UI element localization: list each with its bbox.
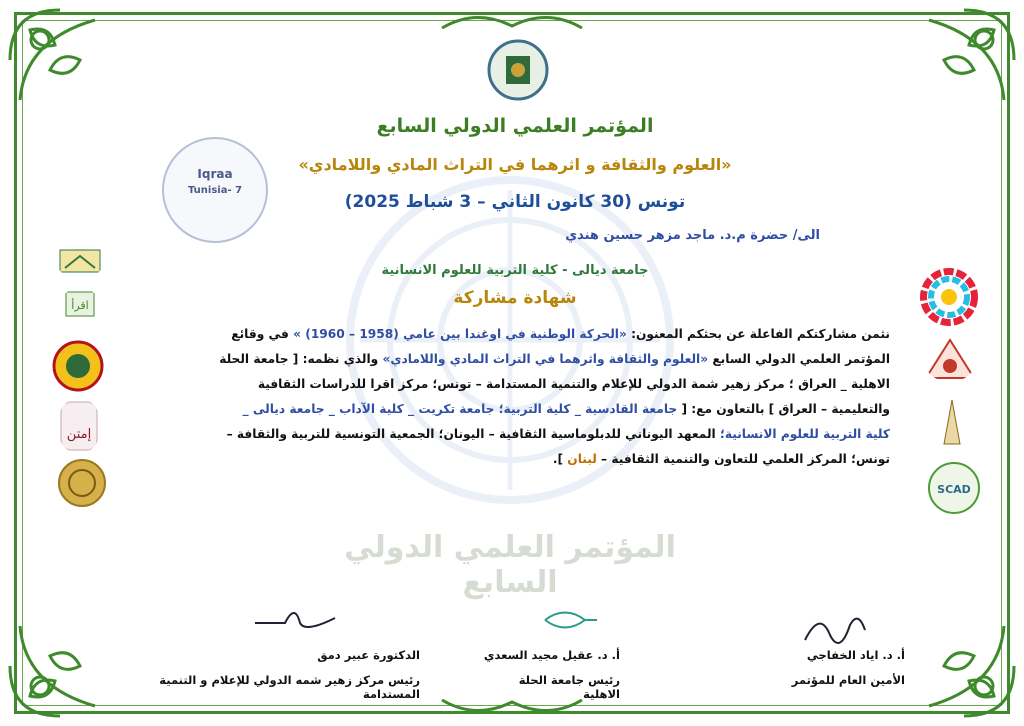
- body-text: نثمن مشاركتكم الفاعلة عن بحثكم المعنون:: [626, 327, 890, 341]
- body-text: في وقائع: [231, 327, 294, 341]
- corner-ornament-icon: [0, 606, 120, 726]
- svg-text:إمتن: إمتن: [66, 427, 92, 442]
- signature-block: [120, 648, 420, 701]
- country-text: لبنان: [567, 452, 597, 466]
- signature-block: [480, 648, 620, 701]
- conference-theme: «العلوم والثقافة و اثرهما في التراث المادي واللامادي»: [298, 155, 732, 174]
- svg-text:SCAD: SCAD: [937, 483, 971, 496]
- body-text: ].: [552, 452, 568, 466]
- signatory-title: رئيس مركز زهير شمه الدولي للإعلام و التنمية المستدامة: [159, 673, 420, 701]
- stamp-sub: Tunisia- 7: [187, 185, 243, 196]
- iqraa-stamp: [162, 137, 268, 243]
- body-text: المعهد اليوناني للدبلوماسية الثقافية – اليونان؛ الجمعية التونسية للتربية والثقافة –: [226, 427, 716, 441]
- tower-logo-icon: [932, 396, 972, 448]
- body-text: والذي نظمه: [ جامعة الحلة: [219, 352, 383, 366]
- sdg-wheel-icon: [920, 268, 978, 326]
- signatory-name: أ. د. عقيل مجيد السعدي: [483, 648, 620, 662]
- body-line: [104, 322, 890, 347]
- corner-ornament-icon: [0, 0, 120, 120]
- signature-scribble-icon: [540, 598, 600, 638]
- signatory-name: الدكتورة عبير دمق: [317, 648, 420, 662]
- gold-seal-icon: [57, 458, 107, 508]
- signatory-name: أ. د. اياد الخفاجي: [806, 648, 905, 662]
- conference-dates: تونس (30 كانون الثاني – 3 شباط 2025): [344, 192, 686, 212]
- conference-title: المؤتمر العلمي الدولي السابع: [376, 115, 654, 137]
- recipient-affiliation: جامعة ديالى - كلية التربية للعلوم الانسانية: [381, 263, 649, 278]
- watermark-title: المؤتمر العلمي الدولي السابع: [344, 530, 676, 600]
- certificate-body: [104, 322, 890, 472]
- body-line: [104, 422, 890, 447]
- corner-ornament-icon: [904, 0, 1024, 120]
- signature-scribble-icon: [800, 610, 870, 650]
- certificate-title: شهادة مشاركة: [453, 288, 577, 308]
- body-text: تونس؛ المركز العلمي للتعاون والتنمية الثقافية –: [596, 452, 890, 466]
- conference-theme-inline: «العلوم والثقافة واثرهما في التراث المادي واللامادي»: [382, 352, 709, 366]
- signatory-title: رئيس جامعة الحلة الاهلية: [518, 673, 620, 701]
- svg-text:اقرأ: اقرأ: [71, 299, 89, 312]
- body-line: [104, 397, 890, 422]
- partners-text: جامعة القادسية _ كلية التربية؛ جامعة تكريت _ كلية الآداب _ جامعة ديالى _: [242, 402, 678, 416]
- research-title: «الحركة الوطنية في اوغندا بين عامي (1958 – 1960) »: [293, 327, 627, 341]
- university-logo-icon: [55, 242, 105, 278]
- recipient-name: الى/ حضرة م.د. ماجد مزهر حسين هندي: [565, 228, 820, 243]
- body-line: الاهلية _ العراق ؛ مركز زهير شمة الدولي للإعلام والتنمية المستدامة – تونس؛ مركز اقرا للدراسات الثقافية: [257, 377, 890, 391]
- body-line: [104, 447, 890, 472]
- program-logo-icon: [57, 398, 101, 454]
- signature-scribble-icon: [250, 598, 340, 638]
- corner-ornament-icon: [904, 606, 1024, 726]
- iqraa-logo-icon: [60, 288, 100, 322]
- body-text: المؤتمر العلمي الدولي السابع: [708, 352, 890, 366]
- red-emblem-icon: [924, 338, 976, 382]
- body-line: [104, 347, 890, 372]
- signatory-title: الأمين العام للمؤتمر: [791, 673, 905, 687]
- partners-text: كلية التربية للعلوم الانسانية؛: [715, 427, 890, 441]
- signature-block: [745, 648, 905, 687]
- stamp-name: Iqraa: [197, 167, 233, 181]
- top-ornament-icon: [440, 8, 584, 38]
- emblem-logo-icon: [52, 340, 104, 392]
- conference-emblem-icon: [486, 38, 550, 102]
- body-text: والتعليمية – العراق ] بالتعاون مع: [: [677, 402, 890, 416]
- scad-logo-icon: [926, 460, 982, 516]
